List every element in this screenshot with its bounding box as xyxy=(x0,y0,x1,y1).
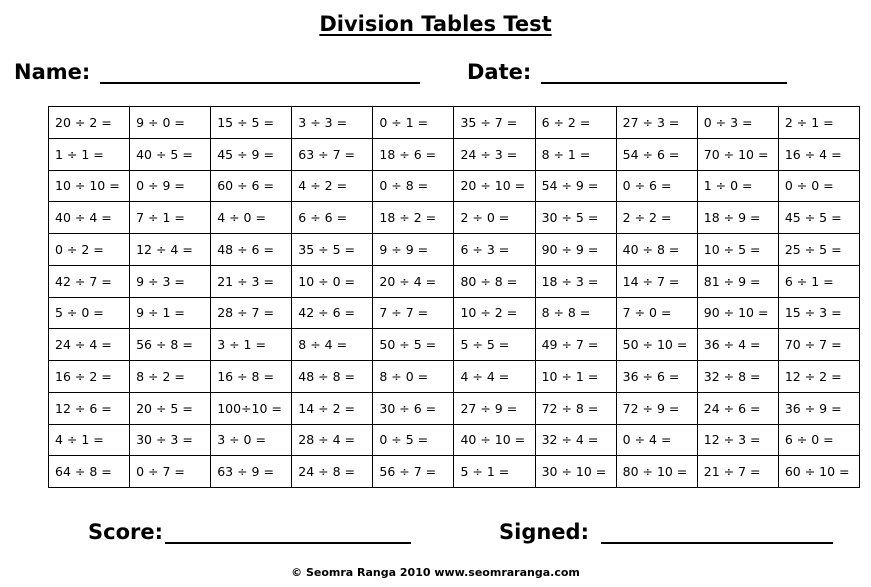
signed-field xyxy=(499,520,833,544)
division-problem-cell: 56 ÷ 8 = xyxy=(130,329,211,361)
division-problem-cell: 42 ÷ 7 = xyxy=(49,265,130,297)
score-input-line[interactable] xyxy=(165,520,411,544)
division-problem-cell: 10 ÷ 5 = xyxy=(697,234,778,266)
division-problem-cell: 3 ÷ 1 = xyxy=(211,329,292,361)
division-problem-cell: 45 ÷ 5 = xyxy=(778,202,859,234)
division-problem-cell: 40 ÷ 4 = xyxy=(49,202,130,234)
division-problem-cell: 50 ÷ 5 = xyxy=(373,329,454,361)
division-problem-cell: 6 ÷ 0 = xyxy=(778,424,859,456)
division-problem-cell: 0 ÷ 6 = xyxy=(616,170,697,202)
division-problem-cell: 16 ÷ 4 = xyxy=(778,138,859,170)
division-problem-cell: 7 ÷ 0 = xyxy=(616,297,697,329)
division-grid xyxy=(48,106,860,488)
division-problem-cell: 24 ÷ 4 = xyxy=(49,329,130,361)
division-problem-cell: 12 ÷ 4 = xyxy=(130,234,211,266)
table-row xyxy=(49,234,860,266)
division-problem-cell: 20 ÷ 4 = xyxy=(373,265,454,297)
name-label: Name: xyxy=(14,60,91,84)
division-problem-cell: 48 ÷ 6 = xyxy=(211,234,292,266)
division-problem-cell: 36 ÷ 4 = xyxy=(697,329,778,361)
division-problem-cell: 1 ÷ 0 = xyxy=(697,170,778,202)
division-problem-cell: 42 ÷ 6 = xyxy=(292,297,373,329)
division-problem-cell: 16 ÷ 8 = xyxy=(211,361,292,393)
division-problem-cell: 12 ÷ 3 = xyxy=(697,424,778,456)
division-problem-cell: 25 ÷ 5 = xyxy=(778,234,859,266)
division-problem-cell: 20 ÷ 2 = xyxy=(49,107,130,139)
date-input-line[interactable] xyxy=(541,60,787,84)
division-problem-cell: 3 ÷ 3 = xyxy=(292,107,373,139)
division-problem-cell: 35 ÷ 7 = xyxy=(454,107,535,139)
table-row xyxy=(49,392,860,424)
division-problem-cell: 9 ÷ 3 = xyxy=(130,265,211,297)
division-problem-cell: 40 ÷ 5 = xyxy=(130,138,211,170)
division-problem-cell: 60 ÷ 10 = xyxy=(778,456,859,488)
division-problem-cell: 63 ÷ 7 = xyxy=(292,138,373,170)
division-problem-cell: 32 ÷ 4 = xyxy=(535,424,616,456)
division-problem-cell: 40 ÷ 10 = xyxy=(454,424,535,456)
division-problem-cell: 5 ÷ 5 = xyxy=(454,329,535,361)
division-problem-cell: 28 ÷ 4 = xyxy=(292,424,373,456)
division-problem-cell: 0 ÷ 5 = xyxy=(373,424,454,456)
division-problem-cell: 36 ÷ 6 = xyxy=(616,361,697,393)
division-problem-cell: 35 ÷ 5 = xyxy=(292,234,373,266)
table-row xyxy=(49,456,860,488)
division-problem-cell: 10 ÷ 1 = xyxy=(535,361,616,393)
division-problem-cell: 14 ÷ 7 = xyxy=(616,265,697,297)
division-problem-cell: 4 ÷ 1 = xyxy=(49,424,130,456)
division-problem-cell: 4 ÷ 0 = xyxy=(211,202,292,234)
table-row xyxy=(49,202,860,234)
division-problem-cell: 30 ÷ 10 = xyxy=(535,456,616,488)
table-row xyxy=(49,329,860,361)
table-row xyxy=(49,297,860,329)
division-problem-cell: 0 ÷ 1 = xyxy=(373,107,454,139)
division-grid-body xyxy=(49,107,860,488)
division-problem-cell: 30 ÷ 6 = xyxy=(373,392,454,424)
signed-label: Signed: xyxy=(499,520,589,544)
division-problem-cell: 7 ÷ 1 = xyxy=(130,202,211,234)
division-problem-cell: 6 ÷ 6 = xyxy=(292,202,373,234)
division-problem-cell: 27 ÷ 3 = xyxy=(616,107,697,139)
division-problem-cell: 80 ÷ 10 = xyxy=(616,456,697,488)
date-field xyxy=(467,60,787,84)
division-problem-cell: 1 ÷ 1 = xyxy=(49,138,130,170)
division-problem-cell: 10 ÷ 10 = xyxy=(49,170,130,202)
division-problem-cell: 40 ÷ 8 = xyxy=(616,234,697,266)
division-problem-cell: 6 ÷ 1 = xyxy=(778,265,859,297)
division-problem-cell: 72 ÷ 8 = xyxy=(535,392,616,424)
division-problem-cell: 70 ÷ 7 = xyxy=(778,329,859,361)
table-row xyxy=(49,361,860,393)
division-problem-cell: 8 ÷ 2 = xyxy=(130,361,211,393)
division-problem-cell: 28 ÷ 7 = xyxy=(211,297,292,329)
division-problem-cell: 54 ÷ 9 = xyxy=(535,170,616,202)
division-problem-cell: 8 ÷ 1 = xyxy=(535,138,616,170)
division-problem-cell: 8 ÷ 8 = xyxy=(535,297,616,329)
score-field xyxy=(88,520,411,544)
page-title-text: Division Tables Test xyxy=(319,12,552,36)
division-problem-cell: 10 ÷ 0 = xyxy=(292,265,373,297)
division-problem-cell: 0 ÷ 2 = xyxy=(49,234,130,266)
division-problem-cell: 5 ÷ 1 = xyxy=(454,456,535,488)
division-problem-cell: 9 ÷ 1 = xyxy=(130,297,211,329)
division-problem-cell: 50 ÷ 10 = xyxy=(616,329,697,361)
division-problem-cell: 6 ÷ 2 = xyxy=(535,107,616,139)
division-problem-cell: 9 ÷ 9 = xyxy=(373,234,454,266)
division-problem-cell: 2 ÷ 0 = xyxy=(454,202,535,234)
table-row xyxy=(49,424,860,456)
table-row xyxy=(49,170,860,202)
division-problem-cell: 7 ÷ 7 = xyxy=(373,297,454,329)
division-problem-cell: 64 ÷ 8 = xyxy=(49,456,130,488)
division-problem-cell: 24 ÷ 6 = xyxy=(697,392,778,424)
name-field xyxy=(14,60,420,84)
division-problem-cell: 30 ÷ 5 = xyxy=(535,202,616,234)
signed-input-line[interactable] xyxy=(601,520,833,544)
division-problem-cell: 12 ÷ 6 = xyxy=(49,392,130,424)
division-problem-cell: 10 ÷ 2 = xyxy=(454,297,535,329)
division-problem-cell: 14 ÷ 2 = xyxy=(292,392,373,424)
table-row xyxy=(49,138,860,170)
division-problem-cell: 32 ÷ 8 = xyxy=(697,361,778,393)
division-problem-cell: 18 ÷ 2 = xyxy=(373,202,454,234)
division-problem-cell: 49 ÷ 7 = xyxy=(535,329,616,361)
division-problem-cell: 80 ÷ 8 = xyxy=(454,265,535,297)
table-row xyxy=(49,265,860,297)
division-problem-cell: 60 ÷ 6 = xyxy=(211,170,292,202)
division-problem-cell: 0 ÷ 4 = xyxy=(616,424,697,456)
division-problem-cell: 5 ÷ 0 = xyxy=(49,297,130,329)
division-problem-cell: 18 ÷ 6 = xyxy=(373,138,454,170)
division-problem-cell: 15 ÷ 5 = xyxy=(211,107,292,139)
division-problem-cell: 18 ÷ 3 = xyxy=(535,265,616,297)
division-problem-cell: 8 ÷ 4 = xyxy=(292,329,373,361)
division-problem-cell: 63 ÷ 9 = xyxy=(211,456,292,488)
score-label: Score: xyxy=(88,520,163,544)
division-problem-cell: 70 ÷ 10 = xyxy=(697,138,778,170)
division-problem-cell: 6 ÷ 3 = xyxy=(454,234,535,266)
division-problem-cell: 27 ÷ 9 = xyxy=(454,392,535,424)
division-problem-cell: 15 ÷ 3 = xyxy=(778,297,859,329)
division-problem-cell: 0 ÷ 9 = xyxy=(130,170,211,202)
division-problem-cell: 0 ÷ 7 = xyxy=(130,456,211,488)
division-problem-cell: 2 ÷ 1 = xyxy=(778,107,859,139)
date-label: Date: xyxy=(467,60,532,84)
division-problem-cell: 2 ÷ 2 = xyxy=(616,202,697,234)
division-problem-cell: 3 ÷ 0 = xyxy=(211,424,292,456)
division-problem-cell: 72 ÷ 9 = xyxy=(616,392,697,424)
division-problem-cell: 9 ÷ 0 = xyxy=(130,107,211,139)
division-problem-cell: 0 ÷ 3 = xyxy=(697,107,778,139)
division-problem-cell: 21 ÷ 3 = xyxy=(211,265,292,297)
division-problem-cell: 4 ÷ 2 = xyxy=(292,170,373,202)
division-problem-cell: 8 ÷ 0 = xyxy=(373,361,454,393)
division-problem-cell: 0 ÷ 0 = xyxy=(778,170,859,202)
copyright-footer: © Seomra Ranga 2010 www.seomraranga.com xyxy=(291,566,580,579)
division-problem-cell: 56 ÷ 7 = xyxy=(373,456,454,488)
division-problem-cell: 24 ÷ 8 = xyxy=(292,456,373,488)
division-problem-cell: 36 ÷ 9 = xyxy=(778,392,859,424)
division-problem-cell: 100÷10 = xyxy=(211,392,292,424)
name-input-line[interactable] xyxy=(100,60,420,84)
division-problem-cell: 12 ÷ 2 = xyxy=(778,361,859,393)
table-row xyxy=(49,107,860,139)
division-problem-cell: 20 ÷ 5 = xyxy=(130,392,211,424)
page-title xyxy=(0,12,871,36)
division-problem-cell: 24 ÷ 3 = xyxy=(454,138,535,170)
division-problem-cell: 90 ÷ 9 = xyxy=(535,234,616,266)
division-problem-cell: 90 ÷ 10 = xyxy=(697,297,778,329)
division-problem-cell: 16 ÷ 2 = xyxy=(49,361,130,393)
division-problem-cell: 81 ÷ 9 = xyxy=(697,265,778,297)
division-problem-cell: 54 ÷ 6 = xyxy=(616,138,697,170)
division-problem-cell: 4 ÷ 4 = xyxy=(454,361,535,393)
division-problem-cell: 48 ÷ 8 = xyxy=(292,361,373,393)
division-problem-cell: 45 ÷ 9 = xyxy=(211,138,292,170)
division-problem-cell: 18 ÷ 9 = xyxy=(697,202,778,234)
division-problem-cell: 0 ÷ 8 = xyxy=(373,170,454,202)
division-problem-cell: 30 ÷ 3 = xyxy=(130,424,211,456)
division-problem-cell: 21 ÷ 7 = xyxy=(697,456,778,488)
division-problem-cell: 20 ÷ 10 = xyxy=(454,170,535,202)
